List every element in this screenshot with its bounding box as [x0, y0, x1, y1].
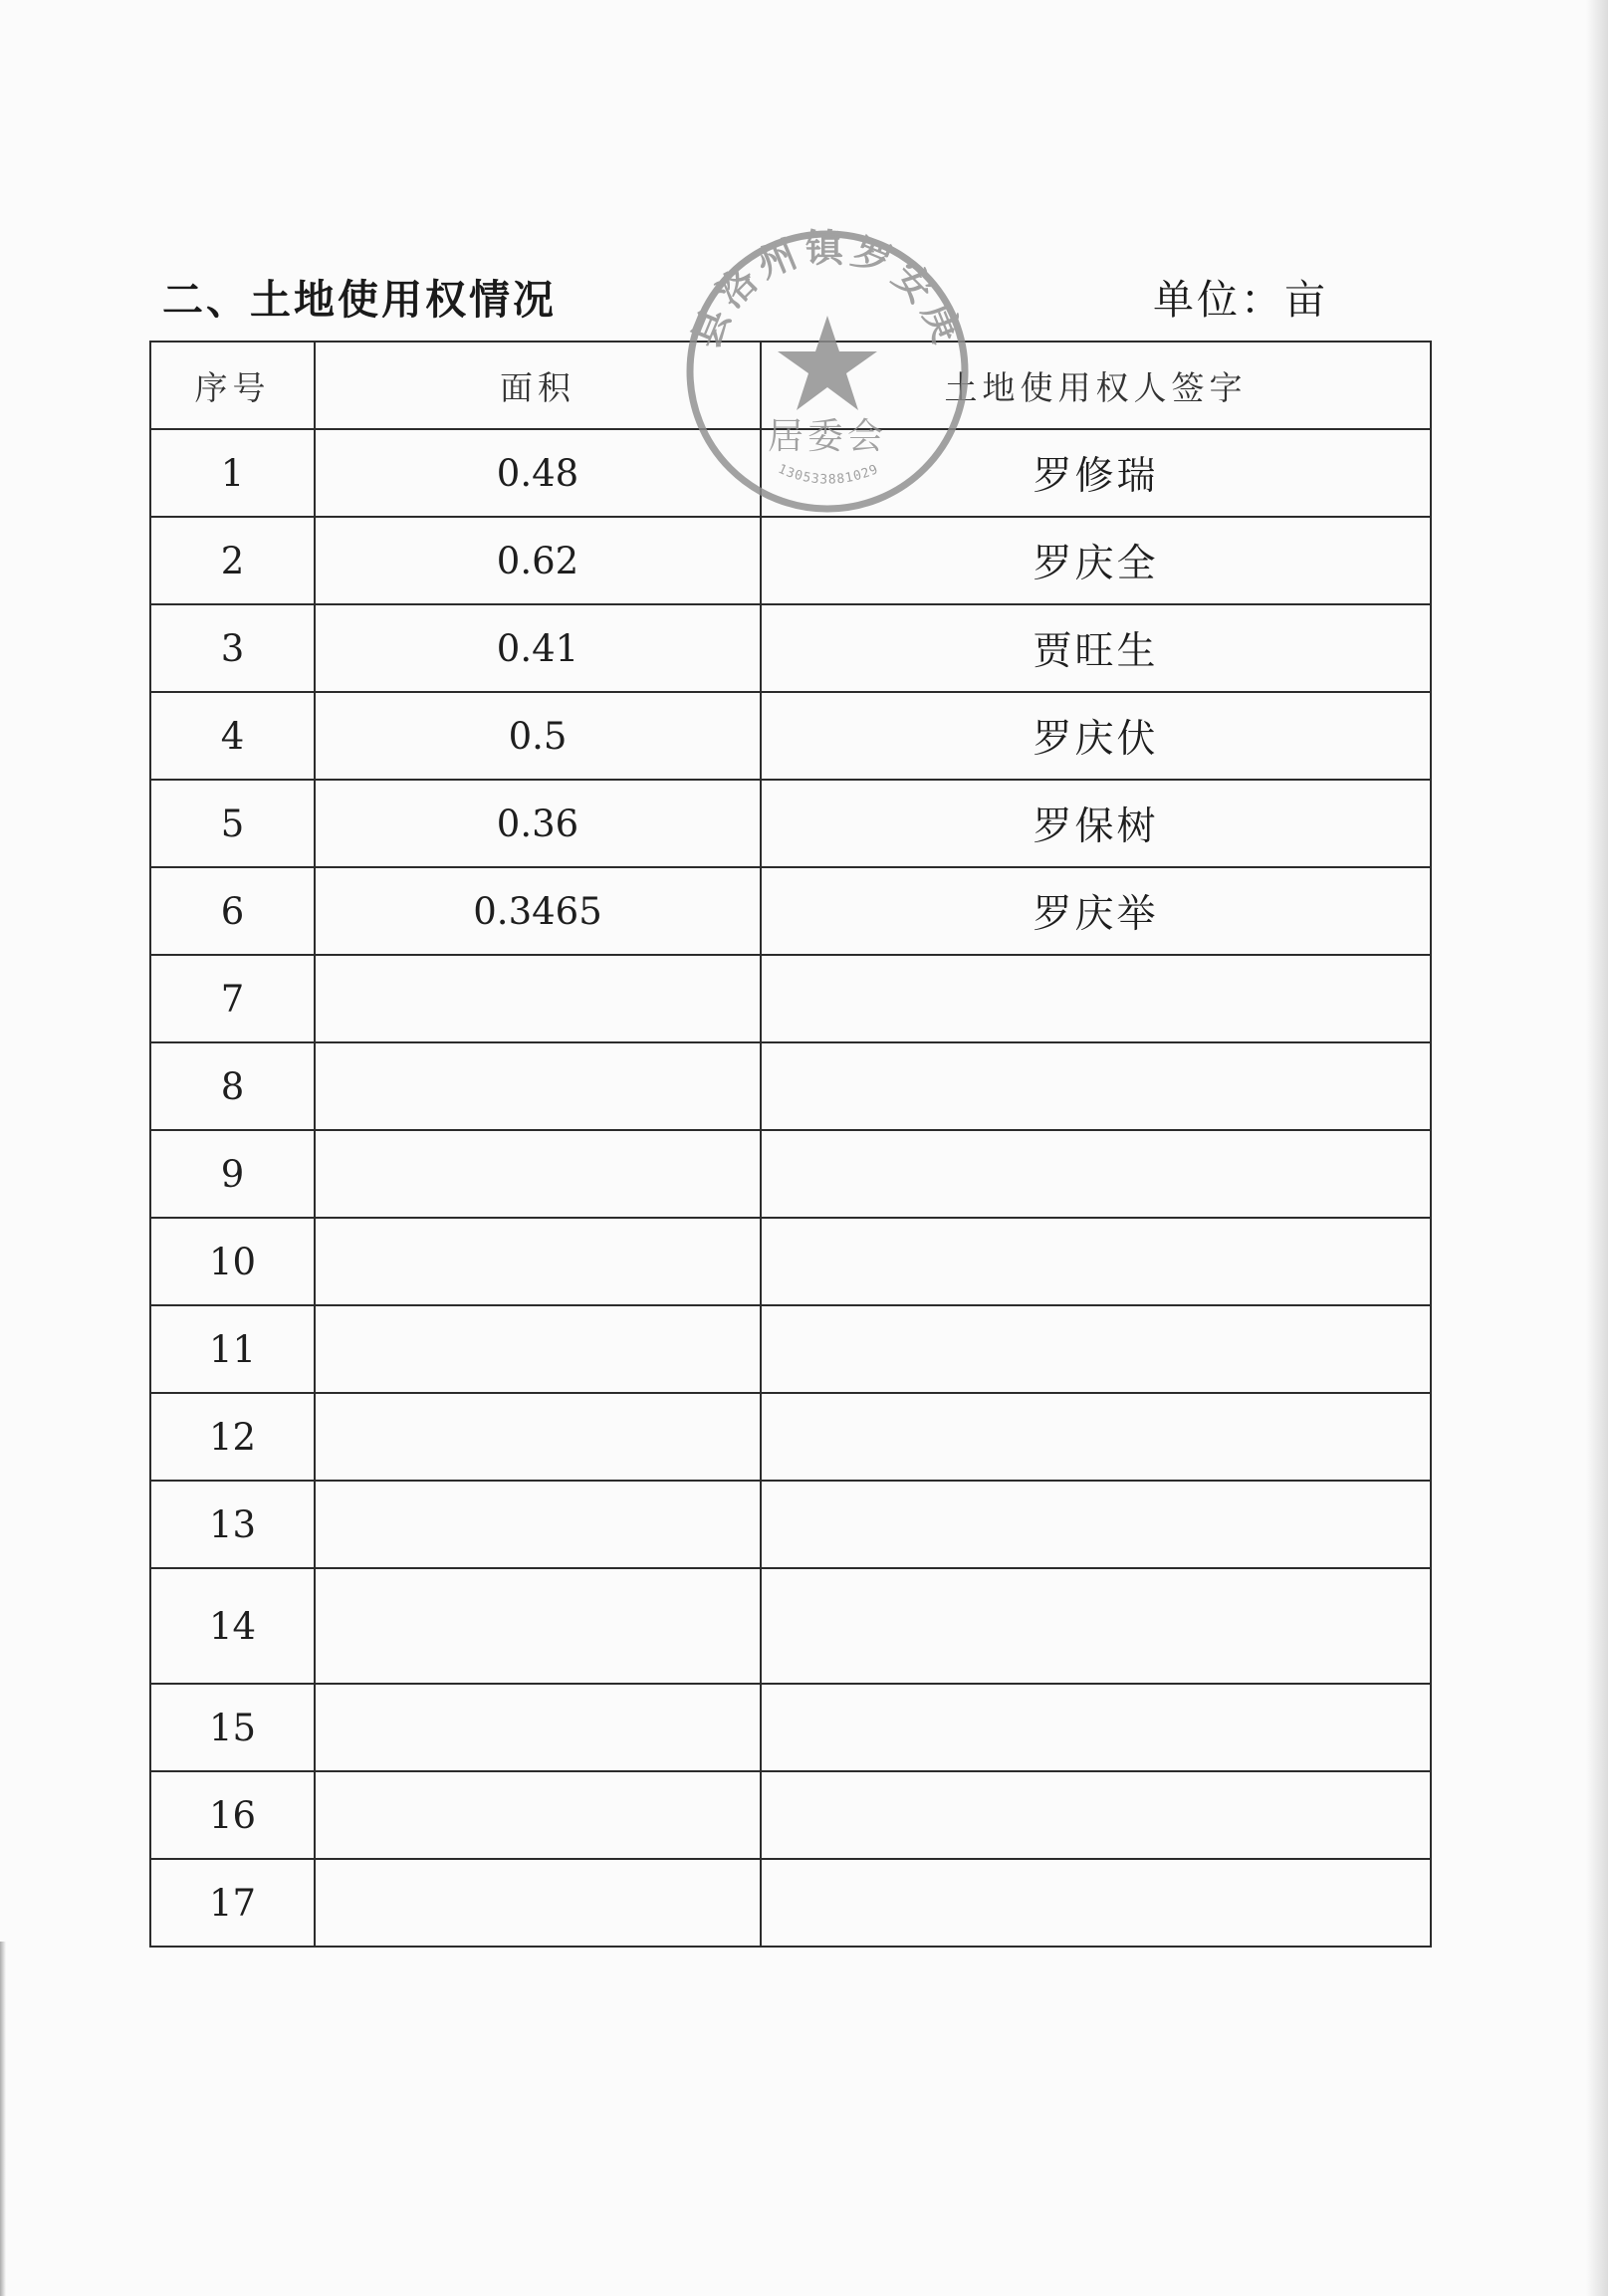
page-edge-shadow [1586, 0, 1608, 2296]
table-row [150, 604, 1431, 692]
row-signer: 罗庆伏 [761, 692, 1431, 780]
row-seq: 8 [150, 1042, 315, 1130]
table-row [150, 1130, 1431, 1218]
land-use-table [149, 341, 1432, 1948]
row-signer [761, 1684, 1431, 1771]
row-seq: 9 [150, 1130, 315, 1218]
row-seq: 17 [150, 1859, 315, 1947]
row-seq: 11 [150, 1305, 315, 1393]
row-seq: 5 [150, 780, 315, 867]
table-row [150, 1218, 1431, 1305]
row-signer: 贾旺生 [761, 604, 1431, 692]
seal-arc-text: 县洛州镇罗安庚 [683, 226, 972, 354]
row-area [315, 1393, 761, 1481]
row-area [315, 1481, 761, 1568]
row-seq: 2 [150, 517, 315, 604]
row-seq: 13 [150, 1481, 315, 1568]
row-seq: 15 [150, 1684, 315, 1771]
row-area: 0.41 [315, 604, 761, 692]
row-signer [761, 1568, 1431, 1684]
header-seq: 序号 [150, 342, 315, 429]
row-seq: 3 [150, 604, 315, 692]
row-seq: 14 [150, 1568, 315, 1684]
row-signer: 罗庆全 [761, 517, 1431, 604]
row-area: 0.48 [315, 429, 761, 517]
row-signer [761, 1218, 1431, 1305]
row-signer: 罗庆举 [761, 867, 1431, 955]
row-seq: 6 [150, 867, 315, 955]
row-area [315, 1684, 761, 1771]
table-row [150, 1481, 1431, 1568]
row-seq: 1 [150, 429, 315, 517]
row-seq: 12 [150, 1393, 315, 1481]
row-area [315, 1305, 761, 1393]
row-area [315, 1218, 761, 1305]
row-seq: 10 [150, 1218, 315, 1305]
row-signer: 罗保树 [761, 780, 1431, 867]
table-row [150, 1568, 1431, 1684]
row-area [315, 955, 761, 1042]
row-signer [761, 1042, 1431, 1130]
row-signer [761, 1771, 1431, 1859]
table-row [150, 867, 1431, 955]
row-signer [761, 955, 1431, 1042]
table-row [150, 1859, 1431, 1947]
row-signer [761, 1481, 1431, 1568]
row-signer [761, 1130, 1431, 1218]
table-row [150, 1393, 1431, 1481]
row-area: 0.5 [315, 692, 761, 780]
row-area: 0.3465 [315, 867, 761, 955]
table-row [150, 1042, 1431, 1130]
row-area [315, 1859, 761, 1947]
section-title: 二、土地使用权情况 [162, 276, 557, 324]
row-seq: 7 [150, 955, 315, 1042]
header-area: 面积 [315, 342, 761, 429]
row-area: 0.36 [315, 780, 761, 867]
table-row [150, 1771, 1431, 1859]
row-area [315, 1130, 761, 1218]
row-signer [761, 1859, 1431, 1947]
unit-label: 单位：亩 [1153, 276, 1328, 324]
row-area [315, 1771, 761, 1859]
row-seq: 4 [150, 692, 315, 780]
table-row [150, 692, 1431, 780]
row-signer [761, 1393, 1431, 1481]
page-edge-mark [0, 1942, 6, 2296]
row-signer [761, 1305, 1431, 1393]
table-row [150, 517, 1431, 604]
seal-code: 130533881029 [776, 461, 881, 488]
row-signer: 罗修瑞 [761, 429, 1431, 517]
row-seq: 16 [150, 1771, 315, 1859]
header-signer: 土地使用权人签字 [761, 342, 1431, 429]
row-area [315, 1042, 761, 1130]
seal-bottom-text: 居委会 [767, 416, 888, 457]
table-row [150, 429, 1431, 517]
table-row [150, 1684, 1431, 1771]
table-header-row [150, 342, 1431, 429]
table-row [150, 1305, 1431, 1393]
row-area: 0.62 [315, 517, 761, 604]
table-row [150, 780, 1431, 867]
table-row [150, 955, 1431, 1042]
row-area [315, 1568, 761, 1684]
